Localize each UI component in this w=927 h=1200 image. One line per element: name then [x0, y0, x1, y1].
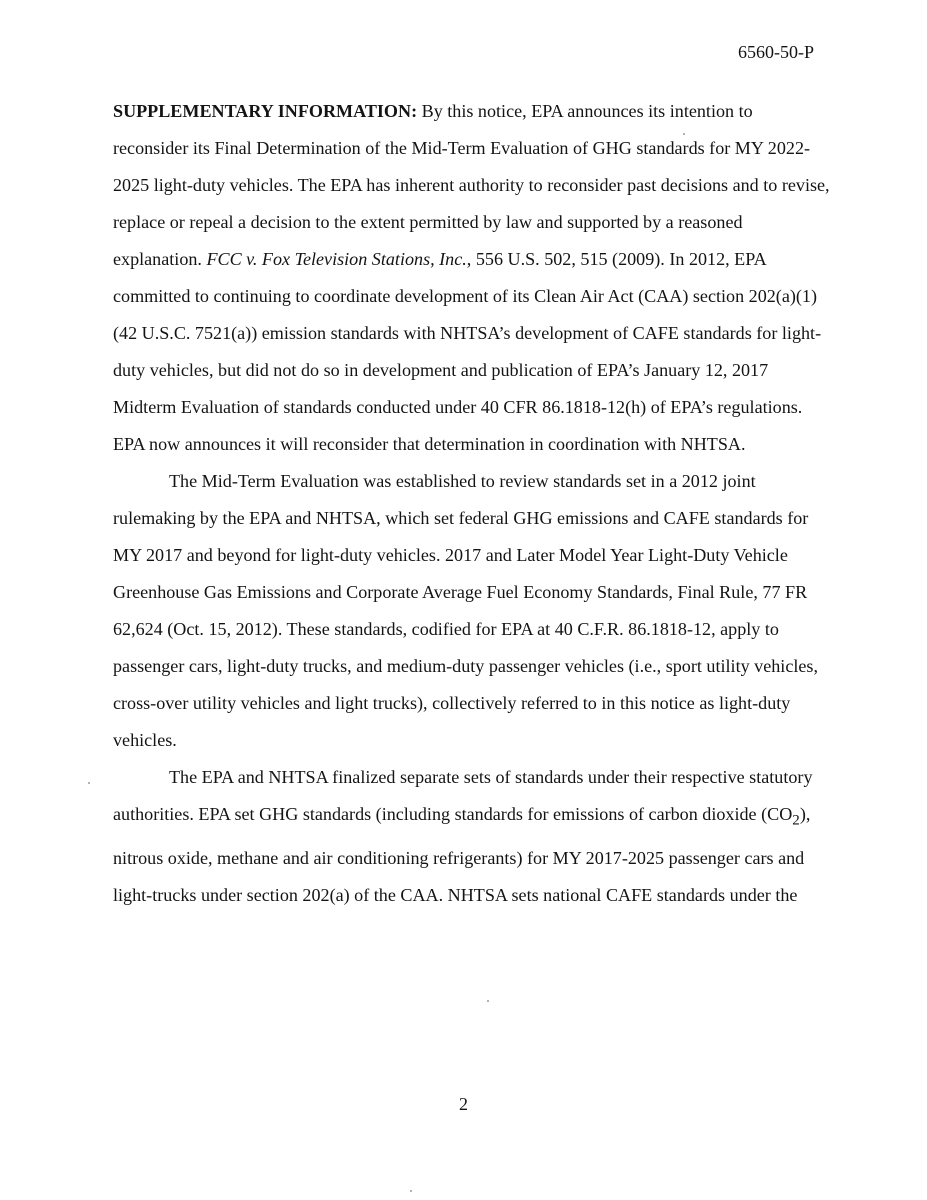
- mid-term-evaluation-paragraph: The Mid-Term Evaluation was established to review standards set in a 2012 joint rulemaking by the EPA and NHTSA, which set federal GHG emissions and CAFE standards for MY 2017 and beyond for light-duty vehicles. 2017 and Later Model Year Light-Duty Vehicle Greenhouse Gas Emissions and Corporate Average Fuel Economy Standards, Final Rule, 77 FR 62,624 (Oct. 15, 2012). These standards, codified for EPA at 40 C.F.R. 86.1818-12, apply to passenger cars, light-duty trucks, and medium-duty passenger vehicles (i.e., sport utility vehicles, cross-over utility vehicles and light trucks), collectively referred to in this notice as light-duty vehicles.: [113, 471, 818, 750]
- document-id: 6560-50-P: [738, 42, 814, 62]
- paragraph-text: ), nitrous oxide, methane and air conditioning refrigerants) for MY 2017-2025 passenger cars and light-trucks under section 202(a) of the CAA. NHTSA sets national CAFE standards under the: [113, 804, 811, 905]
- paragraph-text: The EPA and NHTSA finalized separate sets of standards under their respective statutory authorities. EPA set GHG standards (including standards for emissions of carbon dioxide (CO: [113, 767, 813, 824]
- case-citation: FCC v. Fox Television Stations, Inc.: [206, 249, 467, 269]
- separate-standards-paragraph: [113, 759, 831, 914]
- subscript-text: 2: [792, 812, 800, 829]
- page-number: 2: [459, 1094, 468, 1114]
- scan-speck: [487, 1000, 489, 1002]
- scan-speck: [88, 782, 90, 784]
- paragraph-text: By this notice, EPA announces its intention to reconsider its Final Determination of the Mid-Term Evaluation of GHG standards for MY 2022-2025 light-duty vehicles. The EPA has inherent authority to reconsider past decisions and to revise, replace or repeal a decision to the extent permitted by law and supported by a reasoned explanation.: [113, 101, 830, 269]
- section-heading: SUPPLEMENTARY INFORMATION:: [113, 101, 418, 121]
- supplementary-information-paragraph: [113, 93, 831, 463]
- paragraph-text: , 556 U.S. 502, 515 (2009). In 2012, EPA committed to continuing to coordinate development of its Clean Air Act (CAA) section 202(a)(1) (42 U.S.C. 7521(a)) emission standards with NHTSA’s development of CAFE standards for light-duty vehicles, but did not do so in development and publication of EPA’s January 12, 2017 Midterm Evaluation of standards conducted under 40 CFR 86.1818-12(h) of EPA’s regulations. EPA now announces it will reconsider that determination in coordination with NHTSA.: [113, 249, 822, 454]
- scan-speck: [683, 133, 685, 135]
- document-body: [113, 93, 831, 914]
- scan-speck: [410, 1190, 412, 1192]
